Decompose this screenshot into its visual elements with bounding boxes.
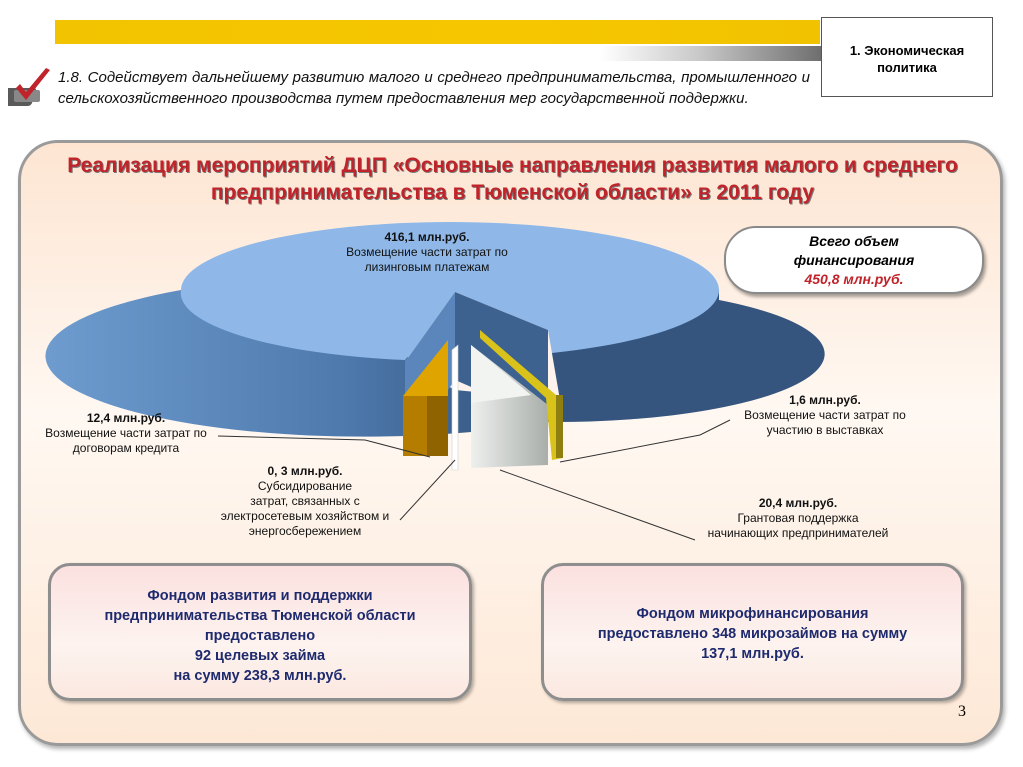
chart-title: Реализация мероприятий ДЦП «Основные направления развития малого и среднего предпринимательства в Тюменской области» в 2011 году (67, 154, 958, 204)
total-value: 450,8 млн.руб. (804, 271, 904, 287)
total-line1: Всего объем (809, 233, 899, 249)
slice-label-energy: 0, 3 млн.руб. Субсидирование затрат, связанных с электросетевым хозяйством и энергосбережением (220, 464, 390, 538)
leader-line-grants (500, 470, 695, 540)
leader-line-credit (218, 436, 430, 457)
slice-label-leasing: 416,1 млн.руб. Возмещение части затрат по лизинговым платежам (346, 230, 508, 274)
microfinance-fund-box: Фондом микрофинансирования предоставлено 348 микрозаймов на сумму 137,1 млн.руб. (541, 563, 964, 701)
section-label: 1. Экономическая политика (821, 17, 993, 97)
pie-slice-credit-front (403, 396, 427, 456)
slice-label-exhibitions: 1,6 млн.руб. Возмещение части затрат по участию в выставках (744, 393, 906, 437)
pie-slice-credit-side (427, 396, 448, 456)
slice-label-grants: 20,4 млн.руб. Грантовая поддержка начинающих предпринимателей (707, 496, 889, 540)
pie-slice-energy (452, 345, 458, 470)
page-number: 3 (958, 703, 966, 720)
intro-text: 1.8. Содействует дальнейшему развитию малого и среднего предпринимательства, промышленного и сельскохозяйственного производства путем предоставления мер государственной поддержки. (58, 69, 810, 107)
total-line2: финансирования (793, 252, 915, 268)
slice-label-credit: 12,4 млн.руб. Возмещение части затрат по договорам кредита (45, 411, 207, 455)
leader-line-exhibitions (560, 420, 730, 462)
loans-fund-box: Фондом развития и поддержки предпринимательства Тюменской области предоставлено 92 целевых займа на сумму 238,3 млн.руб. (48, 563, 472, 701)
pie-slice-exhibitions-edge (556, 395, 563, 458)
